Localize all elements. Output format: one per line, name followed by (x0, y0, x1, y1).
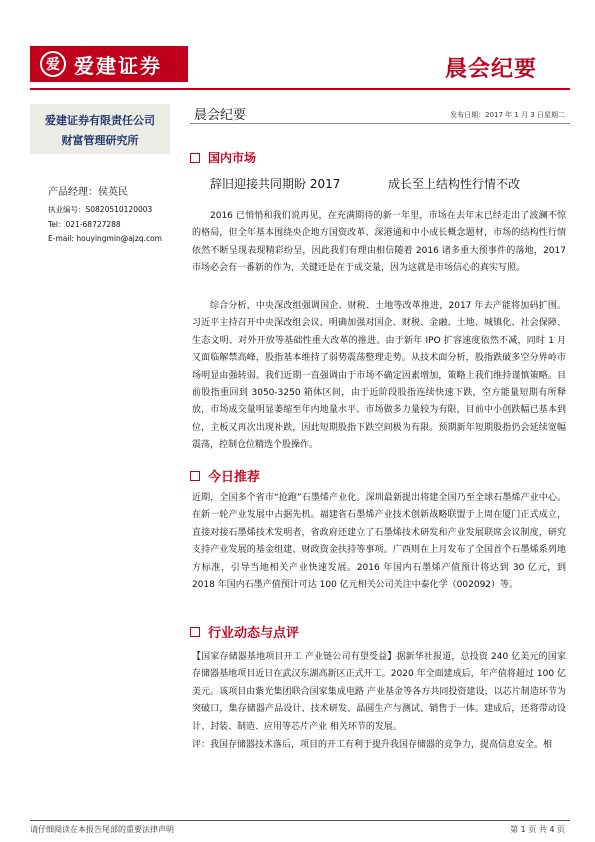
domestic-subtitle-right: 成长至上结构性行情不改 (388, 177, 521, 191)
section-checkbox-icon (190, 153, 200, 163)
industry-paragraph-1 (192, 649, 566, 736)
logo-emblem-char: 爱 (46, 57, 60, 73)
product-manager: 产品经理：侯英民 (48, 187, 128, 198)
domestic-paragraph-2 (192, 298, 566, 455)
section-title-today: 今日推荐 (208, 470, 261, 485)
section-title-industry: 行业动态与点评 (208, 626, 300, 641)
today-paragraph (192, 490, 566, 594)
domestic-paragraph-2-text: 综合分析，中央深改组强调国企、财税、土地等改革推进，2017 年去产能将加码扩围。习近平主持召开中央深改组会议，明确加强对国企、财税、金融、土地、城镇化、社会保障、生态文明、对外开放等基础性重大改革的推进。由于新年 IPO 扩容速度依然不减，同时 1 月又面临解禁高峰，股指基本维持了弱势震荡整理走势。从技术面分析，股指跌破多空分界岭市场明显由强转弱。我们近期一直强调由于市场不确定因素增加，策略上我们维持谨慎策略。目前股指重回到 3050-3250 箱体区间，由于近阶段股指连续快速下跌，空方能量短期有所释放，市场成交量明显萎缩至年内地量水平。市场做多力量较为有限，目前中小创跌幅已基本到位，主板又再次出现补跌，因此短期股指下跌空间极为有限。预期新年短期股指仍会延续宽幅震荡，控制仓位精选个股操作。 (192, 301, 566, 451)
email: E-mail: houyingmin@ajzq.com (48, 234, 162, 243)
license-number: 执业编号：S0820510120003 (48, 205, 153, 214)
report-divider (190, 123, 570, 124)
domestic-paragraph-1 (192, 208, 566, 278)
footer-disclaimer: 请仔细阅读在本报告尾部的重要法律声明 (30, 825, 174, 834)
domestic-paragraph-1-text: 2016 已悄悄和我们说再见，在充满期待的新一年里，市场在去年末已经走出了波澜不惊的格局，但全年基本围绕央企地方国资改革、深港通和中小成长概念题材，市场的结构性行情依然不断呈现表现精彩纷呈，因此我们有理由相信随着 2016 诸多重大预事件的落地，2017 市场必会有一番新的作为，关键还是在于成交量，因为这就是市场信心的真实写照。 (192, 211, 566, 274)
logo-text: 爱建证券 (74, 53, 162, 78)
header-divider (30, 88, 570, 90)
section-checkbox-icon (190, 627, 200, 637)
telephone: Tel：021-68727288 (48, 220, 121, 229)
institute-name: 财富管理研究所 (61, 134, 139, 147)
page-number: 第 1 页 共 4 页 (510, 825, 565, 834)
section-checkbox-icon (190, 471, 200, 481)
report-type: 晨会纪要 (194, 108, 247, 123)
industry-paragraph-2 (192, 737, 566, 755)
brand-logo (30, 46, 188, 82)
release-date: 发布日期：2017 年 1 月 3 日星期二 (450, 111, 565, 119)
document-title: 晨会纪要 (444, 57, 537, 82)
industry-paragraph-1-text: 【国家存储器基地项目开工 产业链公司有望受益】据新华社报道，总投资 240 亿美元的国家存储器基地项目近日在武汉东湖高新区正式开工。2020 年全面建成后，年产值将超过 100 亿美元。该项目由紫光集团联合国家集成电路 产业基金等各方共同投资建设，以芯片制造环节为突破口，集存储器产品设计、技术研发、晶圆生产与测试、销售于一体。建成后，还将带动设计、封装、制造、应用等芯片产业 相关环节的发展。 (192, 652, 566, 732)
industry-paragraph-2-text: 评：我国存储器技术落后，项目的开工有利于提升我国存储器的竞争力，提高信息安全。相 (192, 740, 553, 750)
section-title-domestic: 国内市场 (208, 151, 257, 165)
footer-divider (30, 820, 570, 821)
company-name: 爱建证券有限责任公司 (45, 114, 155, 127)
logo-emblem-icon (40, 51, 66, 77)
today-paragraph-text: 近期，全国多个省市“抢跑”石墨烯产业化。深圳最新提出将建全国乃至全球石墨烯产业中心。在新一轮产业发展中占据先机。福建省石墨烯产业技术创新战略联盟于上周在厦门正式成立，直接对接石墨烯技术发明者，省政府还建立了石墨烯技术研发和产业发展联席会议制度，研究支持产业发展的基金组建、财政资金扶持等事项。广西则在上月发布了全国首个石墨烯系列地方标准，引导当地相关产业快速发展。2016 年国内石墨烯产值预计将达到 30 亿元，到 2018 年国内石墨产值预计可达 100 亿元相关公司关注中泰化学（002092）等。 (192, 493, 566, 591)
domestic-subtitle-left: 辞旧迎接共同期盼 2017 (210, 177, 341, 191)
